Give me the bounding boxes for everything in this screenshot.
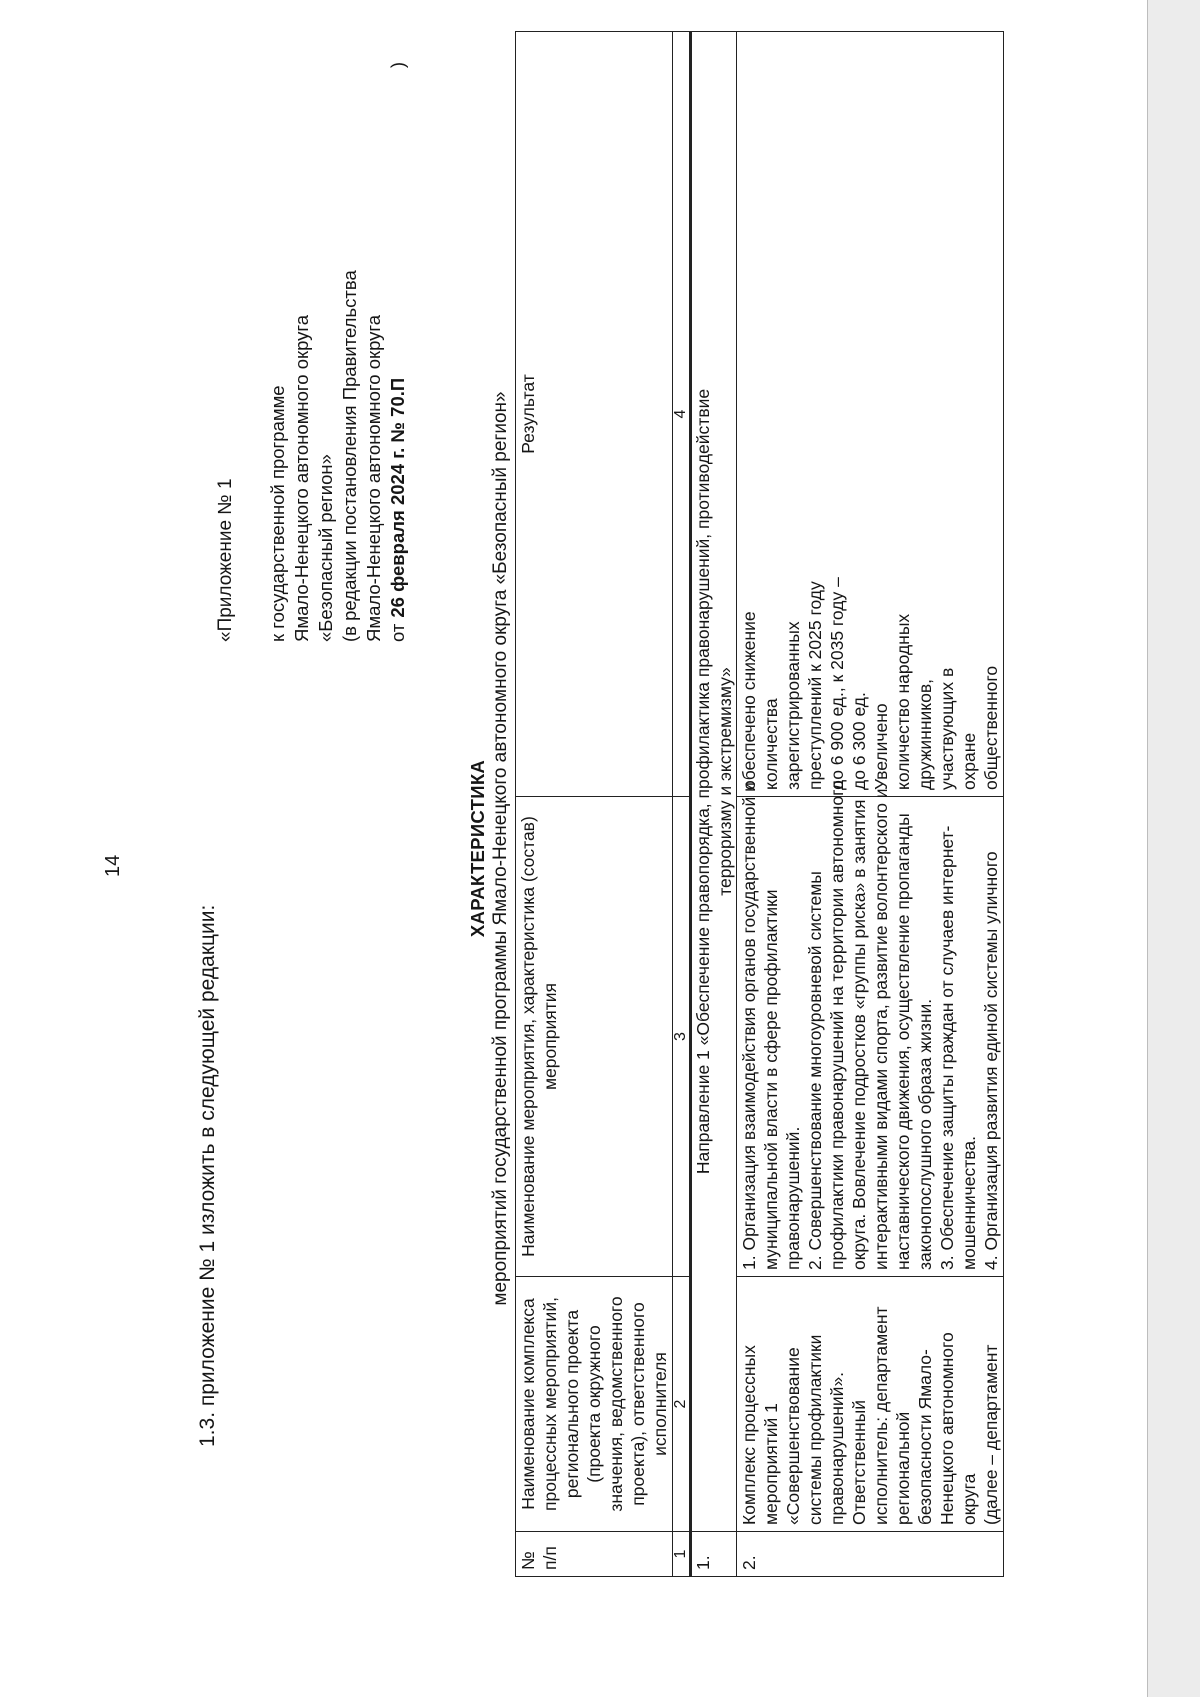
result-cell: обеспечено снижение количества зарегистрированных преступлений к 2025 году до 6 900 ед., к 2035 году – до 6 300 ед. Увеличено количество народных дружинников, участвующих в охране общественного <box>737 32 1004 797</box>
header-number: № п/п <box>516 1532 673 1577</box>
complex-name-cell: Комплекс процессных мероприятий 1 «Совершенствование системы профилактики правонарушений». Ответственный исполнитель: департамент региональной безопасности Ямало- Ненецкого автономного округа (далее – департамент <box>737 1277 1004 1532</box>
column-number: 3 <box>673 797 691 1277</box>
appendix-line: (в редакции постановления Правительства <box>339 270 360 642</box>
sign-date: 26 февраля 2024 г. № 70.П <box>387 377 408 618</box>
table-header-row <box>516 32 673 1577</box>
lead-text: 1.3. приложение № 1 изложить в следующей редакции: <box>196 904 219 1447</box>
appendix-line: Ямало-Ненецкого автономного округа <box>291 314 312 642</box>
header-result: Результат <box>516 32 673 797</box>
column-number: 1 <box>673 1532 691 1577</box>
row-number: 2. <box>737 1532 1004 1577</box>
appendix-block <box>214 42 410 642</box>
document-title: ХАРАКТЕРИСТИКА <box>467 759 488 938</box>
signature-line <box>386 42 410 642</box>
column-number: 4 <box>673 32 691 797</box>
document-subtitle: мероприятий государственной программы Ямало-Ненецкого автономного округа «Безопасный регион» <box>490 391 511 1306</box>
column-number: 2 <box>673 1277 691 1532</box>
page-number: 14 <box>102 854 124 877</box>
table-row-direction <box>691 32 737 1577</box>
appendix-line: «Безопасный регион» <box>315 454 336 642</box>
viewer-scrollbar-track[interactable] <box>1147 0 1200 1697</box>
measures-table <box>515 31 1004 1577</box>
measure-description-cell: 1. Организация взаимодействия органов государственной и муниципальной власти в сфере профилактики правонарушений. 2. Совершенствование многоуровневой системы профилактики правонарушений на территории автономного округа. Вовлечение подростков «группы риска» в занятия интерактивными видами спорта, развитие волонтерского и наставнического движения, осуществление пропаганды законопослушного образа жизни. 3. Обеспечение защиты граждан от случаев интернет- мошенничества. 4. Организация развития единой системы уличного <box>737 797 1004 1277</box>
row-number: 1. <box>691 1532 737 1577</box>
sign-prefix: от <box>387 623 408 642</box>
header-complex-name: Наименование комплекса процессных мероприятий, регионального проекта (проекта окружного значения, ведомственного проекта), ответственного исполнителя <box>516 1277 673 1532</box>
table-column-numbers-row <box>673 32 691 1577</box>
appendix-line: к государственной программе <box>267 385 288 642</box>
appendix-title: «Приложение № 1 <box>215 478 236 642</box>
direction-text: Направление 1 «Обеспечение правопорядка, профилактика правонарушений, противодействие терроризму и экстремизму» <box>691 32 737 1532</box>
appendix-line: Ямало-Ненецкого автономного округа <box>363 314 384 642</box>
header-measure-name: Наименование мероприятия, характеристика (состав) мероприятия <box>516 797 673 1277</box>
sign-close: ) <box>387 62 408 69</box>
table-row <box>737 32 1004 1577</box>
